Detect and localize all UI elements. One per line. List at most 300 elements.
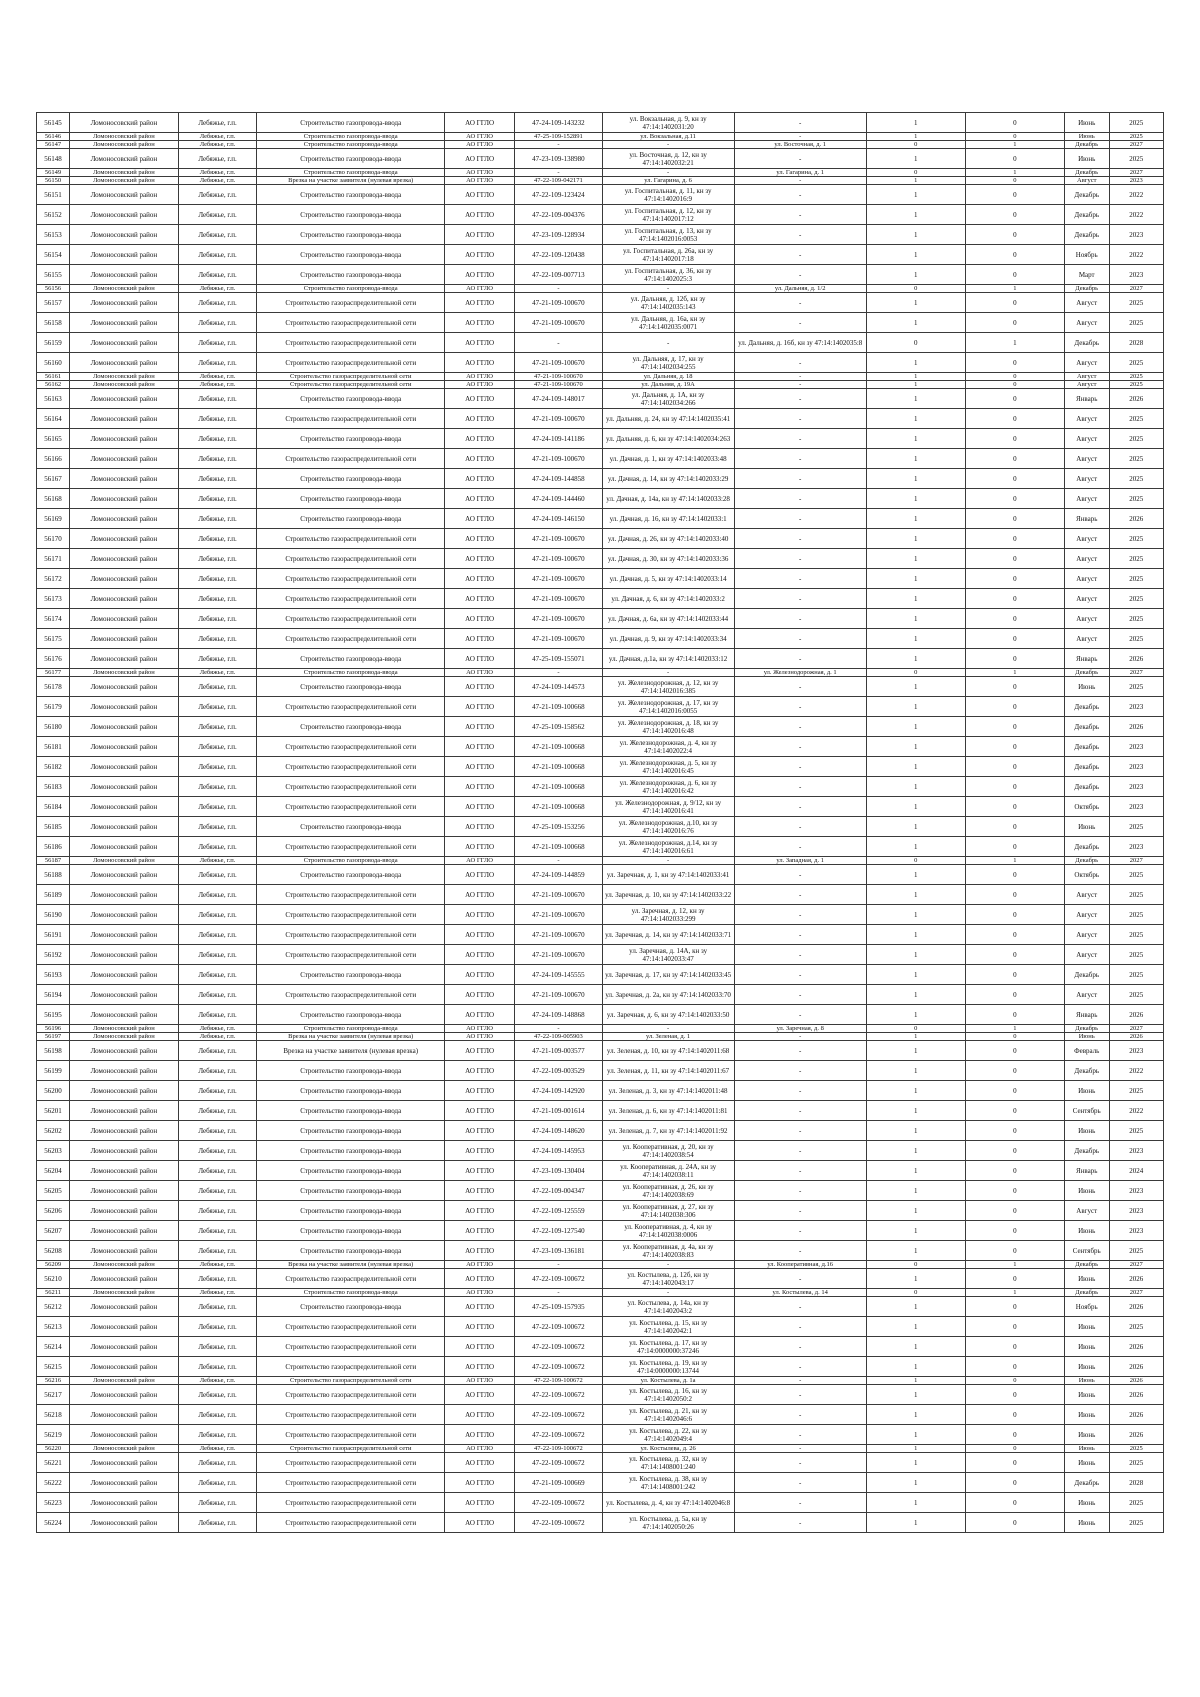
- cell-count-a: 1: [866, 985, 965, 1005]
- cell-planned-address: -: [734, 777, 866, 797]
- cell-row-number: 56179: [37, 697, 70, 717]
- cell-organization: АО ГГЛО: [444, 1453, 514, 1473]
- cell-count-b: 0: [965, 1101, 1064, 1121]
- cell-work-type: Врезка на участке заявителя (нулевая врезка): [257, 177, 444, 185]
- table-row: [37, 589, 1164, 609]
- cell-planned-address: -: [734, 629, 866, 649]
- cell-organization: АО ГГЛО: [444, 353, 514, 373]
- cell-count-b: 0: [965, 757, 1064, 777]
- table-row: [37, 649, 1164, 669]
- cell-settlement: Лебяжье, г.п.: [178, 409, 257, 429]
- cell-month: Август: [1064, 469, 1109, 489]
- cell-row-number: 56201: [37, 1101, 70, 1121]
- cell-organization: АО ГГЛО: [444, 313, 514, 333]
- cell-organization: АО ГГЛО: [444, 629, 514, 649]
- cell-district: Ломоносовский район: [70, 985, 179, 1005]
- cell-planned-address: -: [734, 1297, 866, 1317]
- cell-district: Ломоносовский район: [70, 185, 179, 205]
- cell-address: ул. Костылева, д. 26: [602, 1445, 734, 1453]
- table-row: [37, 149, 1164, 169]
- table-row: [37, 1101, 1164, 1121]
- cell-application-number: -: [515, 857, 602, 865]
- table-row: [37, 1141, 1164, 1161]
- cell-address: ул. Костылева, д. 15, кн зу 47:14:1402042:1: [602, 1317, 734, 1337]
- table-row: [37, 469, 1164, 489]
- cell-district: Ломоносовский район: [70, 885, 179, 905]
- cell-organization: АО ГГЛО: [444, 677, 514, 697]
- cell-work-type: Строительство газопровода-ввода: [257, 1289, 444, 1297]
- cell-month: Декабрь: [1064, 837, 1109, 857]
- cell-district: Ломоносовский район: [70, 1317, 179, 1337]
- cell-month: Декабрь: [1064, 169, 1109, 177]
- cell-row-number: 56210: [37, 1269, 70, 1289]
- cell-count-b: 1: [965, 1261, 1064, 1269]
- cell-planned-address: -: [734, 313, 866, 333]
- table-row: [37, 1317, 1164, 1337]
- cell-month: Август: [1064, 313, 1109, 333]
- cell-count-b: 0: [965, 245, 1064, 265]
- cell-work-type: Строительство газопровода-ввода: [257, 1241, 444, 1261]
- cell-year: 2026: [1109, 1425, 1163, 1445]
- table-row: [37, 265, 1164, 285]
- table-row: [37, 245, 1164, 265]
- cell-district: Ломоносовский район: [70, 925, 179, 945]
- cell-application-number: 47-24-109-148017: [515, 389, 602, 409]
- cell-settlement: Лебяжье, г.п.: [178, 113, 257, 133]
- cell-settlement: Лебяжье, г.п.: [178, 177, 257, 185]
- cell-work-type: Строительство газопровода-ввода: [257, 649, 444, 669]
- cell-work-type: Строительство газопровода-ввода: [257, 1221, 444, 1241]
- cell-row-number: 56163: [37, 389, 70, 409]
- cell-planned-address: -: [734, 905, 866, 925]
- cell-count-a: 1: [866, 697, 965, 717]
- cell-district: Ломоносовский район: [70, 817, 179, 837]
- cell-application-number: -: [515, 169, 602, 177]
- cell-application-number: 47-22-109-100672: [515, 1513, 602, 1533]
- cell-address: ул. Кооперативная, д. 4а, кн зу 47:14:1402038:83: [602, 1241, 734, 1261]
- cell-month: Декабрь: [1064, 225, 1109, 245]
- cell-application-number: 47-25-109-157935: [515, 1297, 602, 1317]
- cell-year: 2025: [1109, 549, 1163, 569]
- cell-count-a: 1: [866, 737, 965, 757]
- cell-application-number: 47-21-109-100668: [515, 797, 602, 817]
- cell-count-a: 1: [866, 185, 965, 205]
- table-row: [37, 529, 1164, 549]
- cell-row-number: 56198: [37, 1041, 70, 1061]
- table-row: [37, 757, 1164, 777]
- cell-application-number: 47-22-109-004347: [515, 1181, 602, 1201]
- cell-organization: АО ГГЛО: [444, 669, 514, 677]
- cell-settlement: Лебяжье, г.п.: [178, 1161, 257, 1181]
- cell-settlement: Лебяжье, г.п.: [178, 609, 257, 629]
- cell-organization: АО ГГЛО: [444, 857, 514, 865]
- cell-organization: АО ГГЛО: [444, 1041, 514, 1061]
- cell-settlement: Лебяжье, г.п.: [178, 333, 257, 353]
- cell-address: ул. Дальняя, д. 18: [602, 373, 734, 381]
- cell-address: ул. Дальняя, д. 1А, кн зу 47:14:1402034:266: [602, 389, 734, 409]
- table-row: [37, 945, 1164, 965]
- cell-planned-address: -: [734, 389, 866, 409]
- cell-month: Ноябрь: [1064, 245, 1109, 265]
- cell-work-type: Строительство газораспределительной сети: [257, 905, 444, 925]
- cell-year: 2027: [1109, 169, 1163, 177]
- cell-settlement: Лебяжье, г.п.: [178, 757, 257, 777]
- cell-planned-address: -: [734, 1513, 866, 1533]
- cell-year: 2025: [1109, 1241, 1163, 1261]
- cell-application-number: -: [515, 1289, 602, 1297]
- cell-planned-address: -: [734, 1317, 866, 1337]
- cell-application-number: 47-22-109-042171: [515, 177, 602, 185]
- cell-count-b: 1: [965, 1025, 1064, 1033]
- table-row: [37, 905, 1164, 925]
- cell-address: ул. Заречная, д. 1, кн зу 47:14:1402033:41: [602, 865, 734, 885]
- cell-organization: АО ГГЛО: [444, 245, 514, 265]
- cell-year: 2023: [1109, 225, 1163, 245]
- cell-year: 2027: [1109, 1261, 1163, 1269]
- cell-count-a: 1: [866, 945, 965, 965]
- cell-district: Ломоносовский район: [70, 737, 179, 757]
- cell-address: ул. Дальняя, д. 17, кн зу 47:14:1402034:255: [602, 353, 734, 373]
- cell-count-b: 0: [965, 1141, 1064, 1161]
- cell-address: ул. Заречная, д. 10, кн зу 47:14:1402033:22: [602, 885, 734, 905]
- cell-count-a: 1: [866, 569, 965, 589]
- cell-count-a: 1: [866, 1033, 965, 1041]
- cell-count-a: 1: [866, 1081, 965, 1101]
- cell-address: ул. Железнодорожная, д. 12, кн зу 47:14:1402016:385: [602, 677, 734, 697]
- table-row: [37, 1121, 1164, 1141]
- cell-count-b: 0: [965, 1357, 1064, 1377]
- cell-month: Июнь: [1064, 1317, 1109, 1337]
- cell-district: Ломоносовский район: [70, 1141, 179, 1161]
- cell-application-number: 47-21-109-100669: [515, 1473, 602, 1493]
- cell-application-number: 47-22-109-100672: [515, 1405, 602, 1425]
- cell-row-number: 56197: [37, 1033, 70, 1041]
- gasification-table: [36, 112, 1164, 1533]
- cell-address: -: [602, 1289, 734, 1297]
- cell-application-number: 47-22-109-127540: [515, 1221, 602, 1241]
- cell-organization: АО ГГЛО: [444, 757, 514, 777]
- table-row: [37, 669, 1164, 677]
- cell-count-b: 0: [965, 1161, 1064, 1181]
- cell-address: ул. Дачная, д. 9, кн зу 47:14:1402033:34: [602, 629, 734, 649]
- cell-application-number: 47-21-109-100670: [515, 945, 602, 965]
- cell-application-number: 47-24-109-145953: [515, 1141, 602, 1161]
- cell-year: 2026: [1109, 1377, 1163, 1385]
- cell-address: ул. Дачная, д. 30, кн зу 47:14:1402033:36: [602, 549, 734, 569]
- cell-planned-address: -: [734, 649, 866, 669]
- cell-settlement: Лебяжье, г.п.: [178, 985, 257, 1005]
- cell-row-number: 56221: [37, 1453, 70, 1473]
- cell-planned-address: -: [734, 1061, 866, 1081]
- cell-application-number: -: [515, 333, 602, 353]
- cell-application-number: 47-21-109-100668: [515, 737, 602, 757]
- cell-count-b: 0: [965, 925, 1064, 945]
- cell-work-type: Строительство газораспределительной сети: [257, 757, 444, 777]
- cell-organization: АО ГГЛО: [444, 1385, 514, 1405]
- cell-address: ул. Заречная, д. 12, кн зу 47:14:1402033:299: [602, 905, 734, 925]
- cell-application-number: 47-22-109-100672: [515, 1317, 602, 1337]
- cell-year: 2025: [1109, 1493, 1163, 1513]
- cell-settlement: Лебяжье, г.п.: [178, 285, 257, 293]
- cell-district: Ломоносовский район: [70, 285, 179, 293]
- table-row: [37, 885, 1164, 905]
- cell-organization: АО ГГЛО: [444, 945, 514, 965]
- cell-count-a: 1: [866, 965, 965, 985]
- cell-work-type: Строительство газопровода-ввода: [257, 1201, 444, 1221]
- cell-application-number: 47-22-109-100672: [515, 1357, 602, 1377]
- cell-count-b: 0: [965, 1041, 1064, 1061]
- cell-planned-address: -: [734, 1041, 866, 1061]
- cell-year: 2027: [1109, 1289, 1163, 1297]
- cell-year: 2025: [1109, 1445, 1163, 1453]
- cell-count-b: 0: [965, 865, 1064, 885]
- cell-organization: АО ГГЛО: [444, 569, 514, 589]
- cell-row-number: 56153: [37, 225, 70, 245]
- cell-organization: АО ГГЛО: [444, 141, 514, 149]
- cell-application-number: 47-24-109-144859: [515, 865, 602, 885]
- cell-address: ул. Дачная, д. 6, кн зу 47:14:1402033:2: [602, 589, 734, 609]
- cell-organization: АО ГГЛО: [444, 817, 514, 837]
- cell-application-number: 47-22-109-125559: [515, 1201, 602, 1221]
- cell-district: Ломоносовский район: [70, 905, 179, 925]
- cell-planned-address: -: [734, 1221, 866, 1241]
- cell-work-type: Строительство газопровода-ввода: [257, 817, 444, 837]
- cell-year: 2025: [1109, 293, 1163, 313]
- table-row: [37, 353, 1164, 373]
- cell-address: ул. Кооперативная, д. 20, кн зу 47:14:1402038:54: [602, 1141, 734, 1161]
- cell-organization: АО ГГЛО: [444, 205, 514, 225]
- cell-organization: АО ГГЛО: [444, 1241, 514, 1261]
- cell-settlement: Лебяжье, г.п.: [178, 1041, 257, 1061]
- cell-organization: АО ГГЛО: [444, 1289, 514, 1297]
- cell-count-b: 0: [965, 1473, 1064, 1493]
- cell-address: -: [602, 1261, 734, 1269]
- cell-planned-address: -: [734, 185, 866, 205]
- cell-district: Ломоносовский район: [70, 529, 179, 549]
- table-row: [37, 1201, 1164, 1221]
- cell-address: ул. Госпитальная, д. 36, кн зу 47:14:1402025:3: [602, 265, 734, 285]
- cell-organization: АО ГГЛО: [444, 529, 514, 549]
- cell-district: Ломоносовский район: [70, 409, 179, 429]
- table-row: [37, 205, 1164, 225]
- cell-district: Ломоносовский район: [70, 133, 179, 141]
- cell-organization: АО ГГЛО: [444, 1005, 514, 1025]
- cell-address: ул. Зеленая, д. 11, кн зу 47:14:1402011:67: [602, 1061, 734, 1081]
- cell-organization: АО ГГЛО: [444, 1377, 514, 1385]
- cell-settlement: Лебяжье, г.п.: [178, 353, 257, 373]
- cell-count-a: 1: [866, 149, 965, 169]
- cell-application-number: 47-21-109-100668: [515, 837, 602, 857]
- cell-settlement: Лебяжье, г.п.: [178, 149, 257, 169]
- cell-month: Декабрь: [1064, 669, 1109, 677]
- cell-year: 2026: [1109, 1297, 1163, 1317]
- cell-address: ул. Госпитальная, д. 13, кн зу 47:14:1402016:0053: [602, 225, 734, 245]
- cell-work-type: Строительство газопровода-ввода: [257, 857, 444, 865]
- cell-work-type: Строительство газопровода-ввода: [257, 677, 444, 697]
- cell-planned-address: -: [734, 817, 866, 837]
- cell-settlement: Лебяжье, г.п.: [178, 1405, 257, 1425]
- table-row: [37, 389, 1164, 409]
- cell-settlement: Лебяжье, г.п.: [178, 373, 257, 381]
- cell-year: 2026: [1109, 509, 1163, 529]
- table-row: [37, 449, 1164, 469]
- cell-count-a: 1: [866, 469, 965, 489]
- cell-work-type: Строительство газопровода-ввода: [257, 965, 444, 985]
- cell-settlement: Лебяжье, г.п.: [178, 629, 257, 649]
- cell-row-number: 56178: [37, 677, 70, 697]
- cell-address: ул. Костылева, д. 17, кн зу 47:14:0000000:37246: [602, 1337, 734, 1357]
- cell-count-b: 0: [965, 885, 1064, 905]
- cell-count-b: 0: [965, 737, 1064, 757]
- cell-settlement: Лебяжье, г.п.: [178, 489, 257, 509]
- cell-organization: АО ГГЛО: [444, 169, 514, 177]
- cell-application-number: -: [515, 285, 602, 293]
- cell-year: 2025: [1109, 589, 1163, 609]
- cell-address: ул. Дальняя, д. 24, кн зу 47:14:1402035:41: [602, 409, 734, 429]
- cell-organization: АО ГГЛО: [444, 1493, 514, 1513]
- cell-row-number: 56146: [37, 133, 70, 141]
- cell-address: ул. Костылева, д. 19, кн зу 47:14:0000000:13744: [602, 1357, 734, 1377]
- cell-organization: АО ГГЛО: [444, 409, 514, 429]
- cell-settlement: Лебяжье, г.п.: [178, 669, 257, 677]
- cell-district: Ломоносовский район: [70, 1289, 179, 1297]
- cell-application-number: 47-23-109-138980: [515, 149, 602, 169]
- cell-year: 2026: [1109, 389, 1163, 409]
- cell-organization: АО ГГЛО: [444, 1081, 514, 1101]
- cell-row-number: 56159: [37, 333, 70, 353]
- cell-work-type: Строительство газораспределительной сети: [257, 1405, 444, 1425]
- table-row: [37, 1181, 1164, 1201]
- cell-year: 2022: [1109, 245, 1163, 265]
- cell-year: 2023: [1109, 1221, 1163, 1241]
- cell-year: 2022: [1109, 185, 1163, 205]
- cell-count-a: 1: [866, 1445, 965, 1453]
- cell-row-number: 56175: [37, 629, 70, 649]
- cell-year: 2025: [1109, 113, 1163, 133]
- cell-year: 2023: [1109, 177, 1163, 185]
- cell-count-a: 1: [866, 757, 965, 777]
- cell-month: Август: [1064, 293, 1109, 313]
- cell-count-a: 1: [866, 1181, 965, 1201]
- cell-planned-address: -: [734, 677, 866, 697]
- cell-application-number: 47-21-109-100670: [515, 549, 602, 569]
- cell-address: ул. Железнодорожная, д. 6, кн зу 47:14:1402016:42: [602, 777, 734, 797]
- cell-count-b: 0: [965, 1453, 1064, 1473]
- cell-organization: АО ГГЛО: [444, 373, 514, 381]
- cell-application-number: 47-24-109-142920: [515, 1081, 602, 1101]
- cell-application-number: 47-21-109-100670: [515, 373, 602, 381]
- cell-year: 2025: [1109, 1317, 1163, 1337]
- cell-month: Август: [1064, 429, 1109, 449]
- cell-planned-address: -: [734, 133, 866, 141]
- cell-year: 2025: [1109, 965, 1163, 985]
- cell-planned-address: -: [734, 1385, 866, 1405]
- cell-work-type: Строительство газораспределительной сети: [257, 797, 444, 817]
- cell-month: Июнь: [1064, 677, 1109, 697]
- cell-work-type: Строительство газопровода-ввода: [257, 1025, 444, 1033]
- cell-count-b: 0: [965, 1493, 1064, 1513]
- cell-planned-address: -: [734, 489, 866, 509]
- cell-address: ул. Железнодорожная, д. 17, кн зу 47:14:1402016:0055: [602, 697, 734, 717]
- cell-organization: АО ГГЛО: [444, 777, 514, 797]
- cell-count-b: 0: [965, 1221, 1064, 1241]
- cell-address: ул. Железнодорожная, д. 4, кн зу 47:14:1402022:4: [602, 737, 734, 757]
- table-row: [37, 133, 1164, 141]
- cell-organization: АО ГГЛО: [444, 589, 514, 609]
- cell-work-type: Строительство газопровода-ввода: [257, 1121, 444, 1141]
- cell-planned-address: -: [734, 549, 866, 569]
- cell-month: Июнь: [1064, 1493, 1109, 1513]
- cell-row-number: 56172: [37, 569, 70, 589]
- cell-count-a: 1: [866, 1473, 965, 1493]
- cell-settlement: Лебяжье, г.п.: [178, 925, 257, 945]
- table-row: [37, 837, 1164, 857]
- cell-year: 2023: [1109, 1041, 1163, 1061]
- cell-year: 2028: [1109, 333, 1163, 353]
- cell-year: 2025: [1109, 449, 1163, 469]
- cell-address: ул. Кооперативная, д. 26, кн зу 47:14:1402038:69: [602, 1181, 734, 1201]
- cell-count-b: 0: [965, 965, 1064, 985]
- cell-application-number: 47-24-109-144858: [515, 469, 602, 489]
- cell-address: ул. Заречная, д. 17, кн зу 47:14:1402033:45: [602, 965, 734, 985]
- cell-count-a: 1: [866, 509, 965, 529]
- cell-year: 2026: [1109, 1033, 1163, 1041]
- cell-row-number: 56193: [37, 965, 70, 985]
- cell-planned-address: -: [734, 717, 866, 737]
- cell-district: Ломоносовский район: [70, 245, 179, 265]
- cell-row-number: 56204: [37, 1161, 70, 1181]
- cell-settlement: Лебяжье, г.п.: [178, 569, 257, 589]
- cell-planned-address: -: [734, 1241, 866, 1261]
- table-row: [37, 1061, 1164, 1081]
- cell-work-type: Строительство газопровода-ввода: [257, 149, 444, 169]
- table-row: [37, 925, 1164, 945]
- cell-planned-address: -: [734, 1161, 866, 1181]
- cell-district: Ломоносовский район: [70, 1453, 179, 1473]
- cell-address: -: [602, 1025, 734, 1033]
- table-row: [37, 381, 1164, 389]
- cell-planned-address: -: [734, 113, 866, 133]
- cell-row-number: 56154: [37, 245, 70, 265]
- cell-year: 2023: [1109, 757, 1163, 777]
- cell-settlement: Лебяжье, г.п.: [178, 529, 257, 549]
- cell-count-a: 1: [866, 1377, 965, 1385]
- cell-organization: АО ГГЛО: [444, 1261, 514, 1269]
- cell-row-number: 56219: [37, 1425, 70, 1445]
- cell-organization: АО ГГЛО: [444, 717, 514, 737]
- cell-row-number: 56188: [37, 865, 70, 885]
- cell-month: Декабрь: [1064, 777, 1109, 797]
- cell-work-type: Строительство газораспределительной сети: [257, 381, 444, 389]
- cell-settlement: Лебяжье, г.п.: [178, 1241, 257, 1261]
- cell-planned-address: -: [734, 225, 866, 245]
- cell-work-type: Строительство газораспределительной сети: [257, 737, 444, 757]
- cell-district: Ломоносовский район: [70, 1025, 179, 1033]
- cell-planned-address: -: [734, 373, 866, 381]
- cell-year: 2023: [1109, 1201, 1163, 1221]
- cell-work-type: Строительство газораспределительной сети: [257, 1269, 444, 1289]
- cell-application-number: 47-22-109-004376: [515, 205, 602, 225]
- cell-month: Февраль: [1064, 1041, 1109, 1061]
- table-row: [37, 185, 1164, 205]
- cell-address: ул. Кооперативная, д. 4, кн зу 47:14:1402038:0006: [602, 1221, 734, 1241]
- cell-settlement: Лебяжье, г.п.: [178, 1385, 257, 1405]
- cell-settlement: Лебяжье, г.п.: [178, 865, 257, 885]
- cell-month: Июнь: [1064, 1337, 1109, 1357]
- cell-work-type: Строительство газораспределительной сети: [257, 409, 444, 429]
- cell-row-number: 56209: [37, 1261, 70, 1269]
- cell-settlement: Лебяжье, г.п.: [178, 857, 257, 865]
